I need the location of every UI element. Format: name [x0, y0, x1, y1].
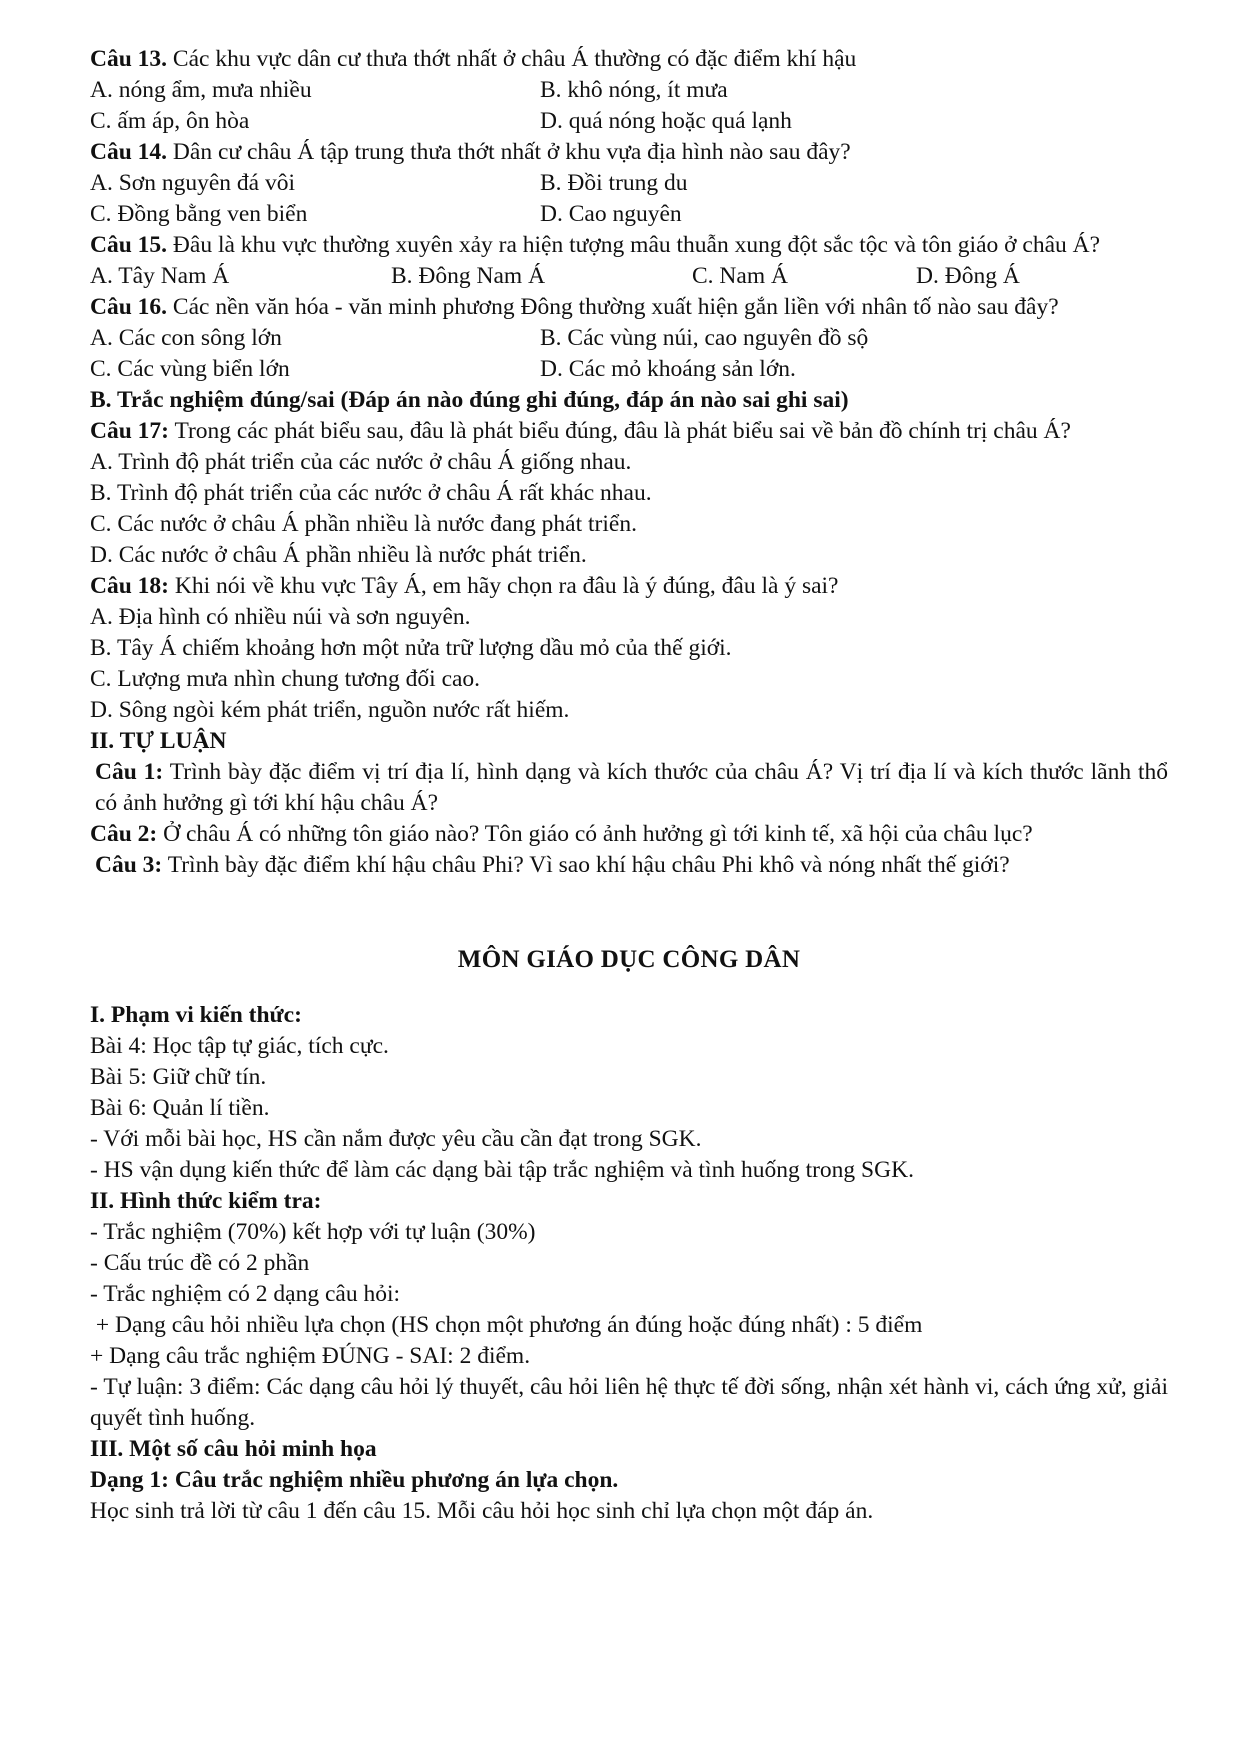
examples-heading: III. Một số câu hỏi minh họa — [90, 1436, 377, 1462]
option-c: C. Đồng bằng ven biển — [90, 201, 308, 227]
statement-a: A. Trình độ phát triển của các nước ở châu Á giống nhau. — [90, 449, 632, 475]
form-line: - Trắc nghiệm (70%) kết hợp với tự luận (30%) — [90, 1219, 536, 1245]
question-17 — [90, 416, 1168, 447]
essay-question-2 — [90, 819, 1168, 850]
form-line: + Dạng câu hỏi nhiều lựa chọn (HS chọn một phương án đúng hoặc đúng nhất) : 5 điểm — [90, 1312, 923, 1338]
question-label: Câu 15. — [90, 232, 168, 258]
question-text: Dân cư châu Á tập trung thưa thớt nhất ở khu vựa địa hình nào sau đây? — [167, 139, 851, 165]
question-13 — [90, 44, 1168, 75]
statement-c: C. Các nước ở châu Á phần nhiều là nước đang phát triển. — [90, 511, 637, 537]
document-page — [90, 44, 1168, 1527]
form-line: - Trắc nghiệm có 2 dạng câu hỏi: — [90, 1281, 401, 1307]
options-row — [90, 106, 1168, 137]
options-row — [90, 199, 1168, 230]
options-row — [90, 75, 1168, 106]
question-label: Câu 18: — [90, 573, 169, 599]
options-row — [90, 261, 1168, 292]
option-a: A. Sơn nguyên đá vôi — [90, 170, 295, 196]
question-text: Khi nói về khu vực Tây Á, em hãy chọn ra đâu là ý đúng, đâu là ý sai? — [169, 573, 839, 599]
option-b: B. Đồi trung du — [540, 170, 688, 196]
essay-label: Câu 2: — [90, 821, 158, 847]
option-a: A. Các con sông lớn — [90, 325, 282, 351]
question-18 — [90, 571, 1168, 602]
option-d: D. Các mỏ khoáng sản lớn. — [540, 356, 796, 382]
question-text: Trong các phát biểu sau, đâu là phát biểu đúng, đâu là phát biểu sai về bản đồ chính trị châu Á? — [169, 418, 1071, 444]
essay-text: Ở châu Á có những tôn giáo nào? Tôn giáo có ảnh hưởng gì tới kinh tế, xã hội của châu lục? — [157, 821, 1033, 847]
section-essay-heading: II. TỰ LUẬN — [90, 728, 227, 754]
option-a: A. Tây Nam Á — [90, 263, 230, 289]
statement-a: A. Địa hình có nhiều núi và sơn nguyên. — [90, 604, 471, 630]
statement-b: B. Trình độ phát triển của các nước ở châu Á rất khác nhau. — [90, 480, 652, 506]
section-b-heading: B. Trắc nghiệm đúng/sai (Đáp án nào đúng ghi đúng, đáp án nào sai ghi sai) — [90, 387, 849, 413]
question-16 — [90, 292, 1168, 323]
option-d: D. Cao nguyên — [540, 201, 682, 227]
options-row — [90, 323, 1168, 354]
essay-question-3 — [90, 850, 1168, 881]
option-a: A. nóng ẩm, mưa nhiều — [90, 77, 312, 103]
option-d: D. quá nóng hoặc quá lạnh — [540, 108, 792, 134]
form-heading: II. Hình thức kiểm tra: — [90, 1188, 322, 1214]
option-c: C. Nam Á — [692, 263, 788, 289]
question-label: Câu 17: — [90, 418, 169, 444]
option-c: C. ấm áp, ôn hòa — [90, 108, 250, 134]
statement-d: D. Sông ngòi kém phát triển, nguồn nước rất hiếm. — [90, 697, 570, 723]
options-row — [90, 354, 1168, 385]
option-b: B. Đông Nam Á — [391, 263, 546, 289]
question-label: Câu 13. — [90, 46, 168, 72]
scope-line: Bài 6: Quản lí tiền. — [90, 1095, 270, 1121]
type1-text: Học sinh trả lời từ câu 1 đến câu 15. Mỗi câu hỏi học sinh chỉ lựa chọn một đáp án. — [90, 1498, 874, 1524]
form-line: + Dạng câu trắc nghiệm ĐÚNG - SAI: 2 điểm. — [90, 1343, 531, 1369]
statement-c: C. Lượng mưa nhìn chung tương đối cao. — [90, 666, 481, 692]
scope-line: Bài 5: Giữ chữ tín. — [90, 1064, 267, 1090]
options-row — [90, 168, 1168, 199]
subject-title: MÔN GIÁO DỤC CÔNG DÂN — [457, 946, 801, 973]
question-14 — [90, 137, 1168, 168]
question-label: Câu 14. — [90, 139, 168, 165]
essay-text: Trình bày đặc điểm vị trí địa lí, hình dạng và kích thước của châu Á? Vị trí địa lí và kích thước lãnh thổ có ảnh hưởng gì tới khí hậu châu Á? — [95, 759, 1168, 816]
essay-text: Trình bày đặc điểm khí hậu châu Phi? Vì sao khí hậu châu Phi khô và nóng nhất thế giới? — [162, 852, 1010, 878]
essay-label: Câu 3: — [95, 852, 163, 878]
scope-line: Bài 4: Học tập tự giác, tích cực. — [90, 1033, 389, 1059]
scope-line: - Với mỗi bài học, HS cần nắm được yêu cầu cần đạt trong SGK. — [90, 1126, 702, 1152]
option-b: B. khô nóng, ít mưa — [540, 77, 728, 103]
option-d: D. Đông Á — [916, 263, 1020, 289]
essay-label: Câu 1: — [95, 759, 164, 785]
option-c: C. Các vùng biển lớn — [90, 356, 290, 382]
form-paragraph: - Tự luận: 3 điểm: Các dạng câu hỏi lý thuyết, câu hỏi liên hệ thực tế đời sống, nhận xét hành vi, cách ứng xử, giải quyết tình huống. — [90, 1374, 1168, 1431]
statement-d: D. Các nước ở châu Á phần nhiều là nước phát triển. — [90, 542, 587, 568]
essay-question-1 — [90, 757, 1168, 819]
scope-heading: I. Phạm vi kiến thức: — [90, 1002, 302, 1028]
question-15 — [90, 230, 1168, 261]
form-line: - Cấu trúc đề có 2 phần — [90, 1250, 310, 1276]
question-text: Các khu vực dân cư thưa thớt nhất ở châu Á thường có đặc điểm khí hậu — [167, 46, 857, 72]
type1-heading: Dạng 1: Câu trắc nghiệm nhiều phương án lựa chọn. — [90, 1467, 619, 1493]
statement-b: B. Tây Á chiếm khoảng hơn một nửa trữ lượng dầu mỏ của thế giới. — [90, 635, 732, 661]
option-b: B. Các vùng núi, cao nguyên đồ sộ — [540, 325, 869, 351]
scope-line: - HS vận dụng kiến thức để làm các dạng bài tập trắc nghiệm và tình huống trong SGK. — [90, 1157, 914, 1183]
question-text: Đâu là khu vực thường xuyên xảy ra hiện tượng mâu thuẫn xung đột sắc tộc và tôn giáo ở châu Á? — [167, 232, 1101, 258]
question-label: Câu 16. — [90, 294, 168, 320]
question-text: Các nền văn hóa - văn minh phương Đông thường xuất hiện gắn liền với nhân tố nào sau đây? — [167, 294, 1059, 320]
